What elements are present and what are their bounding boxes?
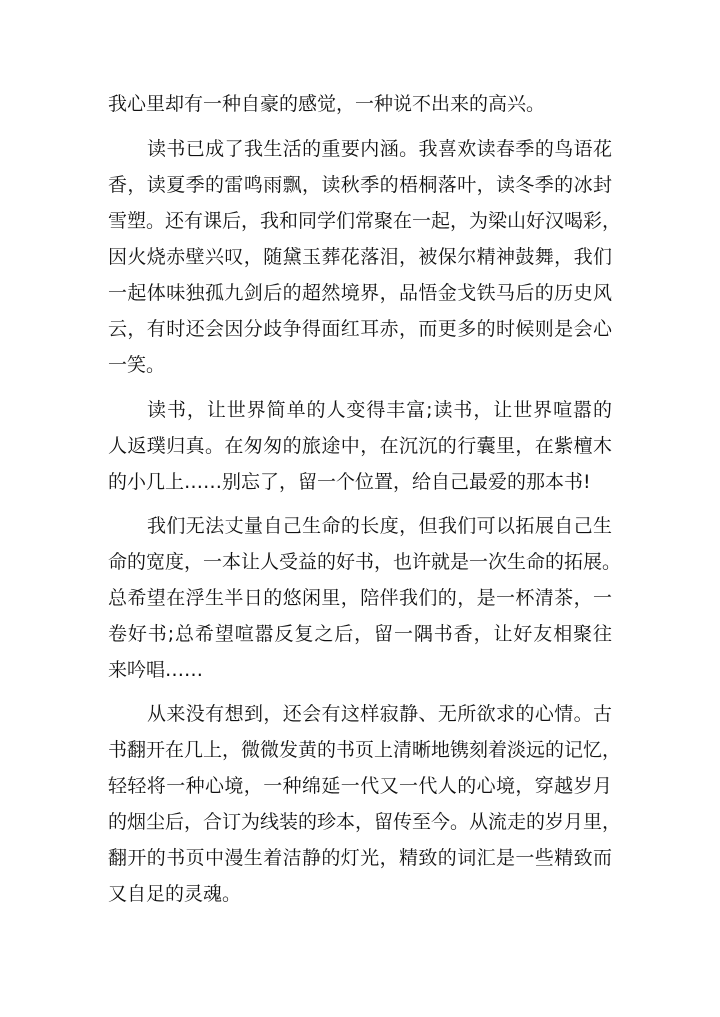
paragraph-line: 书翻开在几上，微微发黄的书页上清晰地镌刻着淡远的记忆，	[108, 739, 622, 761]
paragraph-line: 翻开的书页中漫生着洁静的灯光，精致的词汇是一些精致而	[108, 847, 612, 869]
paragraph-line: 香，读夏季的雷鸣雨飘，读秋季的梧桐落叶，读冬季的冰封	[108, 174, 612, 196]
paragraph-line: 的烟尘后，合订为线装的珍本，留传至今。从流走的岁月里，	[108, 811, 622, 833]
paragraph-line: 我心里却有一种自豪的感觉，一种说不出来的高兴。	[108, 93, 546, 115]
paragraph-line: 一笑。	[108, 354, 166, 376]
paragraph-line: 雪塑。还有课后，我和同学们常聚在一起，为梁山好汉喝彩，	[108, 210, 622, 232]
paragraph-line: 一起体味独孤九剑后的超然境界，品悟金戈铁马后的历史风	[108, 282, 612, 304]
paragraph-line: 的小几上……别忘了，留一个位置，给自己最爱的那本书!	[108, 471, 591, 493]
paragraph-line: 云，有时还会因分歧争得面红耳赤，而更多的时候则是会心	[108, 318, 612, 340]
paragraph-line: 卷好书;总希望喧嚣反复之后，留一隅书香，让好友相聚往	[108, 623, 612, 645]
paragraph-line: 命的宽度，一本让人受益的好书，也许就是一次生命的拓展。	[108, 551, 622, 573]
paragraph-line: 人返璞归真。在匆匆的旅途中，在沉沉的行囊里，在紫檀木	[108, 435, 612, 457]
paragraph-line: 从来没有想到，还会有这样寂静、无所欲求的心情。古	[147, 703, 612, 725]
paragraph-line: 我们无法丈量自己生命的长度，但我们可以拓展自己生	[147, 515, 612, 537]
paragraph-line: 来吟唱……	[108, 659, 204, 681]
paragraph-line: 又自足的灵魂。	[108, 883, 242, 905]
paragraph-line: 读书，让世界简单的人变得丰富;读书，让世界喧嚣的	[147, 399, 612, 421]
paragraph-line: 轻轻将一种心境，一种绵延一代又一代人的心境，穿越岁月	[108, 775, 612, 797]
paragraph-line: 总希望在浮生半日的悠闲里，陪伴我们的，是一杯清茶，一	[108, 587, 612, 609]
paragraph-line: 读书已成了我生活的重要内涵。我喜欢读春季的鸟语花	[147, 138, 612, 160]
paragraph-line: 因火烧赤壁兴叹，随黛玉葬花落泪，被保尔精神鼓舞，我们	[108, 246, 612, 268]
